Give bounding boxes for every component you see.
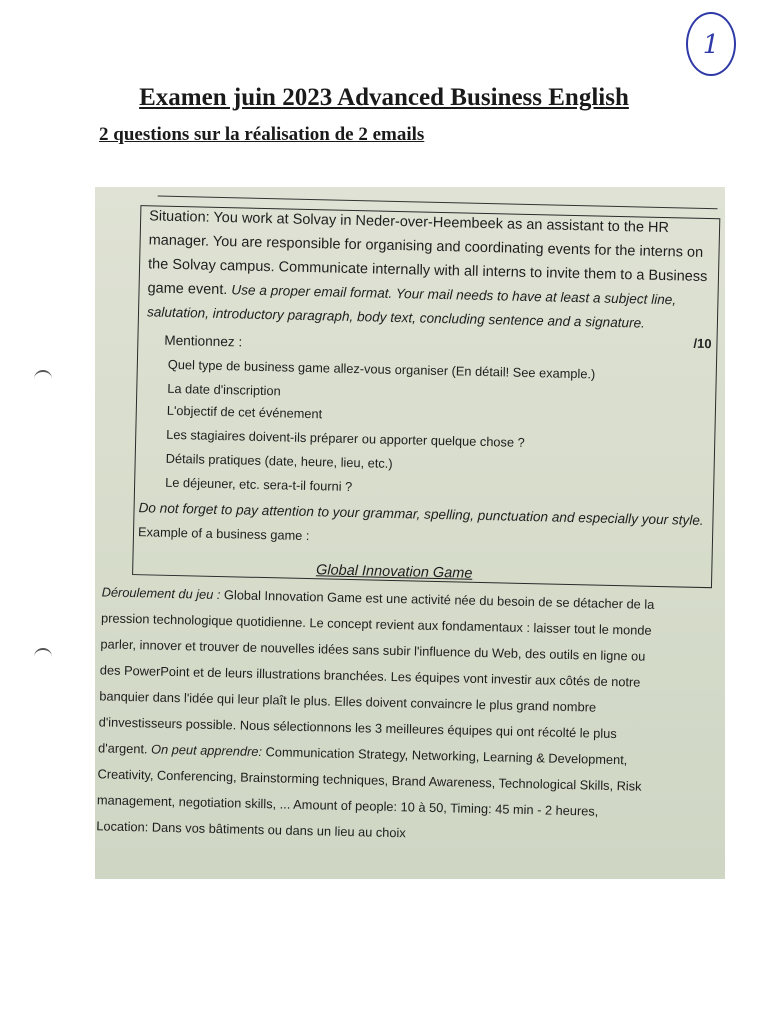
example-line-3: parler, innover et trouver de nouvelles idées sans subir l'influence du Web, des outils en ligne ou [100, 636, 646, 664]
page-number-text: 1 [702, 30, 720, 60]
punch-hole-top [34, 370, 52, 388]
situation-line-4-text: game event. [147, 280, 228, 299]
page-title: Examen juin 2023 Advanced Business English [139, 84, 629, 111]
task-box [132, 205, 720, 588]
example-label: Example of a business game : [137, 524, 310, 544]
situation-line-1: Situation: You work at Solvay in Neder-over-Heembeek as an assistant to the HR [149, 208, 670, 237]
situation-line-3: the Solvay campus. Communicate internally with all interns to invite them to a Business [147, 256, 708, 286]
page-number-mark [686, 12, 736, 76]
score-label: /10 [693, 335, 712, 352]
example-line-8: Creativity, Conferencing, Brainstorming techniques, Brand Awareness, Technological Skills, Risk [97, 766, 642, 794]
example-line-2: pression technologique quotidienne. Le concept revient aux fondamentaux : laisser tout le monde [100, 610, 652, 638]
example-line-1 [102, 584, 655, 612]
example-line-6: d'investisseurs possible. Nous sélectionnons les 3 meilleures équipes qui ont récolté le plus [98, 714, 617, 742]
example-title: Global Innovation Game [315, 562, 473, 582]
mention-item-4: Les stagiaires doivent-ils préparer ou apporter quelque chose ? [166, 426, 525, 450]
example-line-7-text: d'argent. [97, 740, 152, 757]
example-line-9: management, negotiation skills, ... Amount of people: 10 à 50, Timing: 45 min - 2 heures, [96, 792, 599, 819]
example-line-1-text: Global Innovation Game est une activité née du besoin de se détacher de la [220, 587, 655, 612]
instruction-part-2: salutation, introductory paragraph, body text, concluding sentence and a signature. [146, 304, 646, 331]
example-line-4: des PowerPoint et de leurs illustrations branchées. Les équipes vont investir aux côtés de notre [99, 662, 641, 690]
mention-item-6: Le déjeuner, etc. sera-t-il fourni ? [165, 474, 353, 495]
situation-line-2: manager. You are responsible for organising and coordinating events for the interns on [148, 232, 704, 261]
example-line-7 [98, 740, 628, 767]
punch-hole-bottom [34, 648, 52, 666]
situation-line-4 [147, 280, 676, 308]
reminder-text: Do not forget to pay attention to your grammar, spelling, punctuation and especially your style. [138, 500, 704, 528]
instruction-part-1: Use a proper email format. Your mail needs to have at least a subject line, [231, 282, 677, 308]
deroulement-label: Déroulement du jeu : [101, 584, 221, 603]
mention-item-5: Détails pratiques (date, heure, lieu, etc.) [165, 450, 393, 471]
page-subtitle: 2 questions sur la réalisation de 2 emails [99, 124, 425, 145]
learn-label: On peut apprendre: [150, 741, 263, 760]
scanned-exam-question [95, 187, 725, 879]
mention-label: Mentionnez : [164, 332, 243, 350]
mention-item-3: L'objectif de cet événement [166, 402, 323, 422]
example-line-5: banquier dans l'idée qui leur plaît le plus. Elles doivent convaincre le plus grand nombre [99, 688, 597, 715]
mention-item-2: La date d'inscription [167, 380, 281, 399]
learn-rest: Communication Strategy, Networking, Learning & Development, [261, 744, 628, 768]
example-line-10: Location: Dans vos bâtiments ou dans un lieu au choix [96, 818, 406, 841]
mention-item-1: Quel type de business game allez-vous organiser (En détail! See example.) [167, 356, 596, 382]
